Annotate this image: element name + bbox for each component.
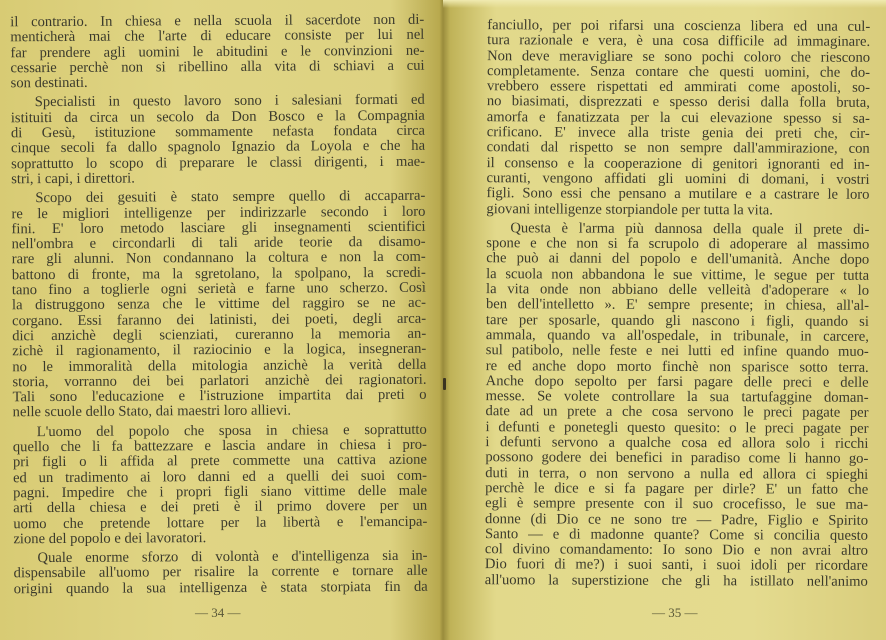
paragraph <box>13 422 428 547</box>
text-line: messe. Se volete controllare la sua tartufaggine doman- <box>485 388 869 406</box>
paragraph <box>486 18 870 219</box>
text-line: nell'ombra e circondarli di tali aride teorie da disamo- <box>11 233 426 253</box>
text-line: dici anzichè degli scienziati, cureranno la memoria an- <box>12 325 427 345</box>
text-line: re ed anche dopo morto finchè non sparisce sotto terra. <box>485 357 869 376</box>
text-line: vrebbero essere rispettati ed ammirati come apostoli, so- <box>486 78 870 97</box>
text-line: la scuola non abbandona le sue vittime, le segue per tutta <box>486 265 870 284</box>
text-line: donne (di Dio ce ne sono tre — Padre, Figlio e Spirito <box>485 510 869 529</box>
text-line: far prendere agli uomini le abitudini e le convinzioni ne- <box>10 42 425 61</box>
text-line: fini. E' loro metodo lasciare gli insegnamenti scientifici <box>11 218 426 238</box>
text-line: uomo che pretende lottare per la libertà e l'emancipa- <box>13 513 428 532</box>
text-line: condati dal rispetto se non sempre dall'ammirazione, con <box>486 139 870 158</box>
text-line: Anche dopo sepolto per farsi pagare delle preci e delle <box>485 372 869 391</box>
text-line: ben dell'intelletto ». E' sempre presente; in chiesa, all'al- <box>485 296 870 315</box>
text-line: cinque secoli fa dallo spagnolo Ignazio da Loyola e che ha <box>10 138 426 157</box>
text-line: zione del popolo e dei lavoratori. <box>13 529 207 548</box>
text-line: stri, i capi, i direttori. <box>11 170 135 188</box>
text-line: Santo — e di madonne quante? Come si concilia questo <box>484 525 869 544</box>
left-page-text <box>10 13 428 602</box>
text-line: Scopo dei gesuiti è stato sempre quello di accaparra- <box>35 188 426 207</box>
text-line: amorfa e fanatizzata per la cui elevazione spesso si sa- <box>486 108 870 127</box>
text-line: perchè le dice e si fa pagare per dirle? E' un fatto che <box>485 480 869 498</box>
text-line: il consenso e la cooperazione di genitori ignoranti ed in- <box>486 154 870 173</box>
text-line: L'uomo del popolo che sposa in chiesa e soprattutto <box>36 421 427 440</box>
text-line: nelle scuole dello Stato, dai maestri loro allievi. <box>12 402 292 421</box>
text-line: soprattutto lo scopo di preparare le classi dirigenti, i mae- <box>11 153 426 172</box>
text-line: Non deve meravigliare se sono pochi coloro che riescono <box>487 47 871 66</box>
text-line: menticherà mai che l'arte di educare consiste per lui nel <box>10 27 425 46</box>
paragraph <box>485 221 870 590</box>
text-line: pri figli o li affida al prete commette una cattiva azione <box>12 452 427 471</box>
text-line: re le migliori intelligenze per indirizzarle secondo i loro <box>11 203 426 222</box>
text-line: curanti, vengono affidati gli uomini di domani, i vostri <box>486 170 870 188</box>
text-line: di Gesù, istituzione sommamente nefasta fondata circa <box>10 122 425 142</box>
text-line: zichè il ragionamento, il raziocinio e la logica, insegneran- <box>12 340 427 360</box>
text-line: che può ai danni del popolo e dell'umanità. Anche dopo <box>486 250 870 269</box>
text-line: tano fino a toglierle ogni serietà e farne uno scherzo. Così <box>11 279 426 299</box>
text-line: i defunti servono a qualche cosa ed allora solo i ricchi <box>485 434 869 452</box>
text-line: Questa è l'arma più dannosa della quale il prete di- <box>510 220 870 238</box>
text-line: tare per sposarle, quando gli nascono i figli, quando si <box>485 311 869 330</box>
text-line: i defunti e ponetegli questo quesito: o le preci pagate per <box>485 418 869 437</box>
text-line: no le immoralità della mitologia anzichè la verità della <box>12 356 427 375</box>
text-line: arti della chiesa e dei preti è il primo dovere per un <box>13 497 428 517</box>
text-line: la distruggono senza che le vittime del raggiro se ne ac- <box>11 295 427 314</box>
text-line: figli. Sono essi che pensano a mutilare e a castrare le loro <box>486 185 870 204</box>
text-line: istituiti da circa un secolo da Don Bosco e la Compagnia <box>10 107 425 127</box>
text-line: quello che li fa battezzare e lascia andare in chiesa i pro- <box>12 436 427 456</box>
text-line: no biasimati, disprezzati e spesso derisi dalla folla bruta, <box>486 93 870 112</box>
text-line: dispensabile all'uomo per risalire la corrente e tornare alle <box>13 563 428 582</box>
paragraph <box>10 13 424 92</box>
binding-thread <box>443 378 446 390</box>
text-line: sul patibolo, nelle feste e nei lutti ed infine quando muo- <box>485 342 869 361</box>
text-line: giovani intelligenze storpiandole per tutta la vita. <box>486 200 773 218</box>
text-line: Tali sono l'educazione e l'istruzione impartita dai preti o <box>12 386 427 406</box>
paragraph <box>11 93 426 187</box>
text-line: completamente. Senza contare che questi uomini, che do- <box>486 63 871 81</box>
text-line: corgano. Essi faranno dei latinisti, dei poeti, degli arca- <box>12 310 427 329</box>
paragraph <box>11 189 426 421</box>
text-line: possono godere dei benefici in paradiso come li hanno go- <box>485 449 869 468</box>
text-line: ed un tradimento ai loro danni ed a quelli dei suoi com- <box>12 467 428 486</box>
text-line: duti in terra, o non servono a nulla ed allora ci spieghi <box>485 464 869 483</box>
text-line: Specialisti in questo lavoro sono i salesiani formati ed <box>34 92 425 111</box>
text-line: rare gli alunni. Non condannano la coltura e non la com- <box>11 249 426 268</box>
text-line: storia, vorranno dei bei parlatori anzichè dei ragionatori. <box>12 371 427 391</box>
text-line: tura razionale e vera, è una cosa difficile ad immaginare. <box>487 32 871 51</box>
text-line: all'uomo la superstizione che gli ha istillato nell'animo <box>484 571 868 590</box>
text-line: origini quando la sua intelligenza è stata storpiata fin da <box>13 578 428 597</box>
text-line: spone e che non si fa scrupolo di adoperare al massimo <box>486 235 870 253</box>
text-line: il contrario. In chiesa e nella scuola il sacerdote non di- <box>10 11 425 31</box>
text-line: son destinati. <box>10 74 88 92</box>
right-page-number: — 35 — <box>652 605 698 620</box>
text-line: col divino comandamento: Io sono Dio e non avrai altro <box>484 541 868 559</box>
right-page-text <box>485 18 871 594</box>
text-line: crificano. E' invece alla triste genia dei preti che, cir- <box>486 124 870 142</box>
text-line: pagni. Impedire che i propri figli siano vittime delle male <box>13 482 428 502</box>
text-line: fanciullo, per poi rifarsi una coscienza libera ed una cul- <box>487 17 871 35</box>
text-line: ammala, quando va all'ospedale, in tribunale, in carcere, <box>485 327 869 345</box>
paragraph <box>13 549 427 597</box>
text-line: la vita onde non abbiano delle velleità d'adoperare « lo <box>486 281 870 299</box>
left-page-number: — 34 — <box>195 605 241 620</box>
text-line: Quale enorme sforzo di volontà e d'intelligenza sia in- <box>37 547 428 567</box>
text-line: date ad un prete a che cosa servono le preci pagate per <box>485 403 869 422</box>
text-line: cessarie perchè non si ribellino alla vita di schiavi a cui <box>10 57 425 77</box>
text-line: Dio fuori di me?) i suoi santi, i suoi idoli per ricordare <box>484 556 868 575</box>
page-highlight <box>443 0 886 8</box>
text-line: battono di fronte, ma la sgretolano, la spolpano, la scredi- <box>11 264 426 284</box>
text-line: egli è sempre presente con il suo crocefisso, le sue ma- <box>485 495 869 514</box>
